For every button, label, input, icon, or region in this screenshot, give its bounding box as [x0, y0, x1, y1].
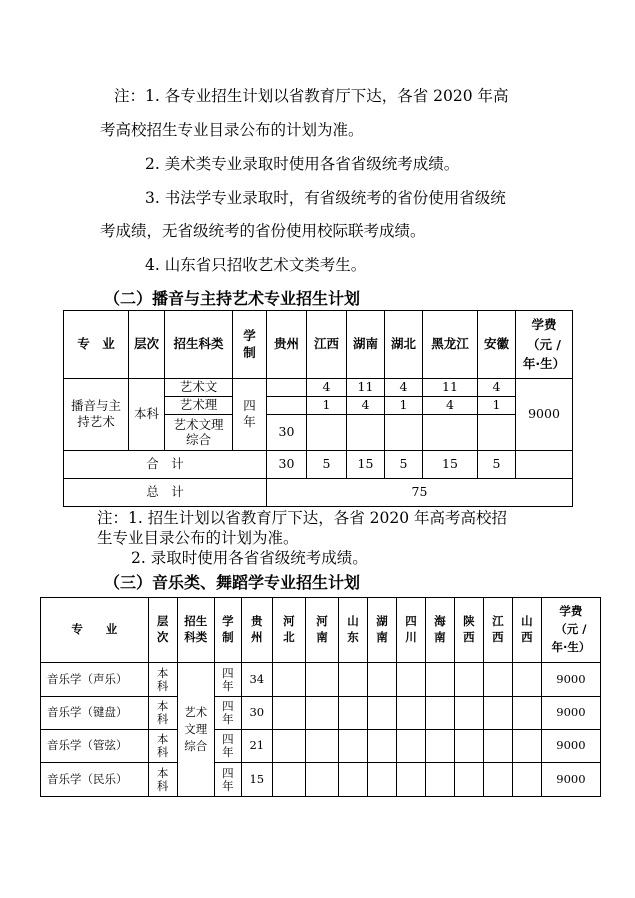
subtotal-value: 5: [478, 450, 516, 478]
header-category: 招生 科类: [177, 598, 214, 663]
header-major: 专 业: [41, 598, 149, 663]
value-cell: 4: [423, 396, 478, 414]
total-row: [64, 478, 573, 506]
table-header-row: [41, 598, 601, 663]
fee-cell: 9000: [516, 379, 573, 451]
value-cell: [425, 697, 454, 730]
value-cell: 4: [385, 379, 423, 397]
music-dance-plan-table: [40, 597, 601, 797]
subtotal-value: 15: [423, 450, 478, 478]
value-cell: [368, 663, 397, 697]
header-province: 陕 西: [454, 598, 483, 663]
value-cell: [396, 763, 425, 797]
category-cell: 艺术文理 综合: [165, 414, 233, 450]
duration-cell: 四 年: [233, 379, 267, 451]
value-cell: [454, 730, 483, 763]
value-cell: [305, 697, 338, 730]
note-1-line-2: 考高校招生专业目录公布的计划为准。: [100, 121, 364, 139]
value-cell: [483, 763, 512, 797]
value-cell: [368, 763, 397, 797]
note-1-line-1: 注：1. 各专业招生计划以省教育厅下达，各省 2020 年高: [114, 87, 509, 105]
value-cell: [396, 663, 425, 697]
major-cell: 音乐学（管弦）: [41, 730, 149, 763]
total-label: 总 计: [64, 478, 267, 506]
subtotal-fee-empty: [516, 450, 573, 478]
header-province: 贵州: [267, 311, 307, 379]
value-cell: [339, 763, 368, 797]
table-row: [41, 697, 601, 730]
value-cell: [483, 663, 512, 697]
subtotal-value: 5: [307, 450, 347, 478]
major-cell: 音乐学（键盘）: [41, 697, 149, 730]
value-cell: [425, 730, 454, 763]
value-cell: [368, 697, 397, 730]
table-row: [41, 763, 601, 797]
value-cell: [305, 730, 338, 763]
subtotal-value: 5: [385, 450, 423, 478]
header-province: 海 南: [425, 598, 454, 663]
duration-cell: 四 年: [214, 763, 241, 797]
header-province: 山 西: [512, 598, 541, 663]
header-fee: 学费 （元 / 年·生）: [541, 598, 600, 663]
value-cell: [267, 396, 307, 414]
value-cell: 1: [385, 396, 423, 414]
header-province: 湖 南: [368, 598, 397, 663]
header-level: 层 次: [148, 598, 177, 663]
header-province: 贵 州: [241, 598, 272, 663]
header-province: 四 川: [396, 598, 425, 663]
value-cell: [396, 730, 425, 763]
value-cell: 11: [347, 379, 385, 397]
value-cell: 30: [267, 414, 307, 450]
broadcasting-plan-table: [63, 310, 573, 507]
value-cell: 30: [241, 697, 272, 730]
note-1-line-4: 3. 书法学专业录取时，有省级统考的省份使用省级统: [145, 189, 506, 207]
header-province: 江西: [307, 311, 347, 379]
total-value: 75: [267, 478, 573, 506]
value-cell: [425, 763, 454, 797]
header-province: 河 南: [305, 598, 338, 663]
level-cell: 本 科: [148, 697, 177, 730]
value-cell: [512, 763, 541, 797]
value-cell: [307, 414, 347, 450]
table-row: [64, 379, 573, 397]
header-province: 湖北: [385, 311, 423, 379]
section-2-title: （二）播音与主持艺术专业招生计划: [104, 289, 361, 308]
category-cell: 艺术文: [165, 379, 233, 397]
section-3-title: （三）音乐类、舞蹈学专业招生计划: [104, 573, 361, 592]
major-cell: 音乐学（民乐）: [41, 763, 149, 797]
value-cell: [385, 414, 423, 450]
duration-cell: 四 年: [214, 730, 241, 763]
value-cell: [305, 763, 338, 797]
value-cell: 15: [241, 763, 272, 797]
header-duration: 学 制: [233, 311, 267, 379]
header-fee: 学费 （元 / 年·生）: [516, 311, 573, 379]
table-row: [41, 730, 601, 763]
value-cell: [272, 663, 305, 697]
value-cell: [425, 663, 454, 697]
header-duration: 学 制: [214, 598, 241, 663]
value-cell: [305, 663, 338, 697]
category-cell: 艺术 文理 综合: [177, 663, 214, 797]
note-1-line-3: 2. 美术类专业录取时使用各省省级统考成绩。: [145, 155, 460, 173]
header-province: 湖南: [347, 311, 385, 379]
header-province: 河 北: [272, 598, 305, 663]
table-header-row: [64, 311, 573, 379]
value-cell: [347, 414, 385, 450]
header-level: 层次: [129, 311, 165, 379]
value-cell: [272, 730, 305, 763]
value-cell: [512, 697, 541, 730]
subtotal-row: [64, 450, 573, 478]
value-cell: [339, 663, 368, 697]
value-cell: [478, 414, 516, 450]
header-category: 招生科类: [165, 311, 233, 379]
header-province: 安徽: [478, 311, 516, 379]
value-cell: [512, 663, 541, 697]
value-cell: [339, 697, 368, 730]
value-cell: [396, 697, 425, 730]
value-cell: [483, 730, 512, 763]
table-row: [41, 663, 601, 697]
category-cell: 艺术理: [165, 396, 233, 414]
value-cell: 1: [478, 396, 516, 414]
note-2-line-3: 2. 录取时使用各省省级统考成绩。: [131, 549, 368, 567]
level-cell: 本 科: [148, 763, 177, 797]
fee-cell: 9000: [541, 663, 600, 697]
value-cell: [512, 730, 541, 763]
value-cell: 11: [423, 379, 478, 397]
value-cell: 4: [478, 379, 516, 397]
value-cell: 1: [307, 396, 347, 414]
level-cell: 本 科: [148, 663, 177, 697]
value-cell: 4: [347, 396, 385, 414]
duration-cell: 四 年: [214, 663, 241, 697]
major-cell: 音乐学（声乐）: [41, 663, 149, 697]
value-cell: [423, 414, 478, 450]
note-1-line-6: 4. 山东省只招收艺术文类考生。: [145, 256, 367, 274]
value-cell: [267, 379, 307, 397]
note-1-line-5: 考成绩，无省级统考的省份使用校际联考成绩。: [100, 222, 426, 240]
header-province: 江 西: [483, 598, 512, 663]
fee-cell: 9000: [541, 697, 600, 730]
fee-cell: 9000: [541, 730, 600, 763]
header-major: 专 业: [64, 311, 129, 379]
note-2-line-1: 注：1. 招生计划以省教育厅下达，各省 2020 年高考高校招: [97, 509, 508, 527]
major-cell: 播音与主 持艺术: [64, 379, 129, 451]
value-cell: 34: [241, 663, 272, 697]
subtotal-value: 30: [267, 450, 307, 478]
level-cell: 本 科: [148, 730, 177, 763]
fee-cell: 9000: [541, 763, 600, 797]
value-cell: [454, 763, 483, 797]
level-cell: 本科: [129, 379, 165, 451]
value-cell: [454, 663, 483, 697]
value-cell: 4: [307, 379, 347, 397]
header-province: 山 东: [339, 598, 368, 663]
value-cell: [454, 697, 483, 730]
note-2-line-2: 生专业目录公布的计划为准。: [97, 529, 299, 547]
value-cell: [368, 730, 397, 763]
subtotal-value: 15: [347, 450, 385, 478]
value-cell: [272, 697, 305, 730]
subtotal-label: 合 计: [64, 450, 267, 478]
value-cell: [483, 697, 512, 730]
duration-cell: 四 年: [214, 697, 241, 730]
value-cell: [339, 730, 368, 763]
value-cell: [272, 763, 305, 797]
header-province: 黑龙江: [423, 311, 478, 379]
value-cell: 21: [241, 730, 272, 763]
